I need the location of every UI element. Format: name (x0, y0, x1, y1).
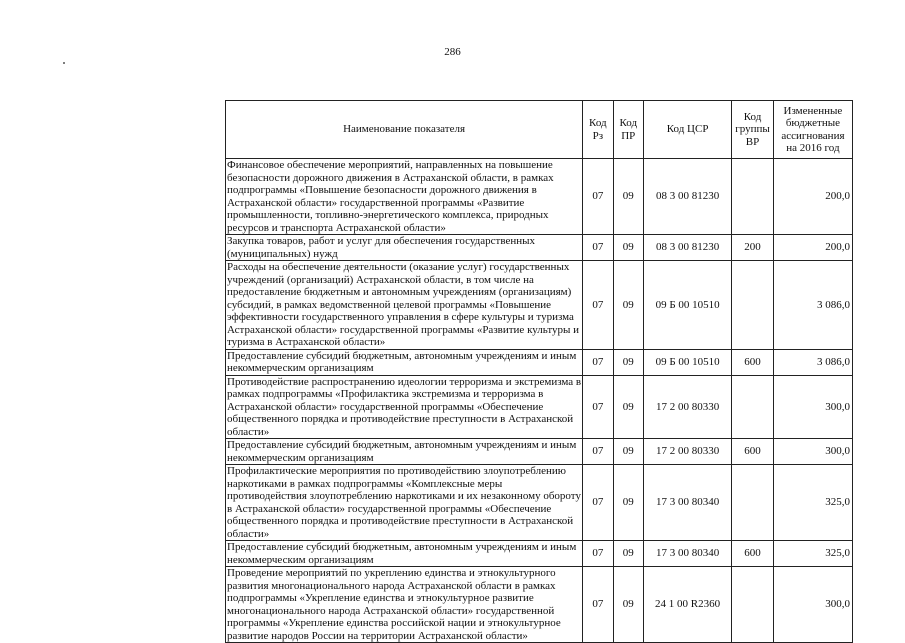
row-amount: 300,0 (773, 375, 852, 439)
row-csr: 24 1 00 R2360 (643, 567, 731, 643)
row-name: Закупка товаров, работ и услуг для обеспечения государственных (муниципальных) нужд (226, 235, 583, 261)
row-amount: 300,0 (773, 439, 852, 465)
row-csr: 09 Б 00 10510 (643, 261, 731, 350)
row-pr: 09 (613, 567, 643, 643)
row-name: Проведение мероприятий по укреплению единства и этнокультурного развития многонационального народа Астраханской области в рамках подпрограммы «Укрепление единства и этнокультурное развитие многонационального народа Астраханской области» государственной программы «Укрепление единства российской нации и этнокультурное развитие народов России на территории Астраханской области» (226, 567, 583, 643)
table-row (226, 567, 853, 643)
row-name: Предоставление субсидий бюджетным, автономным учреждениям и иным некоммерческим организациям (226, 349, 583, 375)
row-csr: 17 2 00 80330 (643, 375, 731, 439)
row-pr: 09 (613, 439, 643, 465)
row-csr: 17 2 00 80330 (643, 439, 731, 465)
table-row (226, 159, 853, 235)
row-pr: 09 (613, 261, 643, 350)
row-name: Предоставление субсидий бюджетным, автономным учреждениям и иным некоммерческим организациям (226, 439, 583, 465)
row-vr (732, 375, 774, 439)
header-name: Наименование показателя (226, 101, 583, 159)
row-csr: 17 3 00 80340 (643, 541, 731, 567)
row-vr: 600 (732, 541, 774, 567)
header-rz: Код Рз (583, 101, 613, 159)
row-rz: 07 (583, 567, 613, 643)
row-pr: 09 (613, 375, 643, 439)
table-row (226, 375, 853, 439)
row-pr: 09 (613, 349, 643, 375)
row-name: Противодействие распространению идеологии терроризма и экстремизма в рамках подпрограммы «Профилактика экстремизма и терроризма в Астраханской области» государственной программы «Обеспечение общественного порядка и противодействие преступности в Астраханской области» (227, 375, 582, 438)
row-pr: 09 (613, 159, 643, 235)
row-rz: 07 (583, 541, 613, 567)
header-csr: Код ЦСР (643, 101, 731, 159)
row-vr: 600 (732, 439, 774, 465)
row-rz: 07 (583, 261, 613, 350)
row-name: Предоставление субсидий бюджетным, автономным учреждениям и иным некоммерческим организациям (226, 541, 583, 567)
row-csr: 08 3 00 81230 (643, 235, 731, 261)
row-vr: 200 (732, 235, 774, 261)
table-row (226, 235, 853, 261)
row-amount: 200,0 (773, 159, 852, 235)
row-pr: 09 (613, 235, 643, 261)
row-rz: 07 (583, 439, 613, 465)
header-pr: Код ПР (613, 101, 643, 159)
table-row (226, 541, 853, 567)
page-number: 286 (444, 46, 461, 58)
row-name: Финансовое обеспечение мероприятий, направленных на повышение безопасности дорожного движения в Астраханской области, в рамках подпрограммы «Повышение безопасности дорожного движения в Астраханской области» государственной программы «Развитие промышленности, топливно-энергетического комплекса, природных ресурсов и транспорта Астраханской области» (226, 159, 583, 235)
budget-table (225, 100, 853, 643)
header-vr: Код группы ВР (732, 101, 774, 159)
row-vr: 600 (732, 349, 774, 375)
row-vr (732, 261, 774, 350)
row-csr: 09 Б 00 10510 (643, 349, 731, 375)
row-rz: 07 (583, 375, 613, 439)
row-name: Профилактические мероприятия по противодействию злоупотреблению наркотиками в рамках подпрограммы «Комплексные меры противодействия злоупотреблению наркотиками и их незаконному обороту в Астраханской области» государственной программы «Обеспечение общественного порядка и противодействие преступности в Астраханской области» (227, 465, 581, 540)
table-row (226, 465, 853, 541)
table-row (226, 261, 853, 350)
scan-speck (63, 62, 65, 64)
row-vr (732, 159, 774, 235)
row-name: Расходы на обеспечение деятельности (оказание услуг) государственных учреждений (организаций) Астраханской области, в том числе на предоставление бюджетным и автономным учреждениям (организациям) субсидий, в рамках ведомственной целевой программы «Повышение эффективности государственного управления в сфере культуры и туризма Астраханской области» государственной программы «Развитие культуры и туризма в Астраханской области» (226, 261, 583, 350)
row-rz: 07 (583, 465, 613, 541)
row-vr (732, 465, 774, 541)
row-amount: 325,0 (773, 465, 852, 541)
row-amount: 300,0 (773, 567, 852, 643)
row-rz: 07 (583, 349, 613, 375)
header-amount: Измененные бюджетные ассигнования на 2016 год (773, 101, 852, 159)
row-vr (732, 567, 774, 643)
row-rz: 07 (583, 159, 613, 235)
row-rz: 07 (583, 235, 613, 261)
table-row (226, 439, 853, 465)
row-pr: 09 (613, 465, 643, 541)
table-row (226, 349, 853, 375)
row-csr: 17 3 00 80340 (643, 465, 731, 541)
row-amount: 200,0 (773, 235, 852, 261)
row-amount: 325,0 (773, 541, 852, 567)
row-amount: 3 086,0 (773, 349, 852, 375)
row-amount: 3 086,0 (773, 261, 852, 350)
row-csr: 08 3 00 81230 (643, 159, 731, 235)
table-body (226, 159, 853, 643)
row-pr: 09 (613, 541, 643, 567)
table-header (226, 101, 853, 159)
